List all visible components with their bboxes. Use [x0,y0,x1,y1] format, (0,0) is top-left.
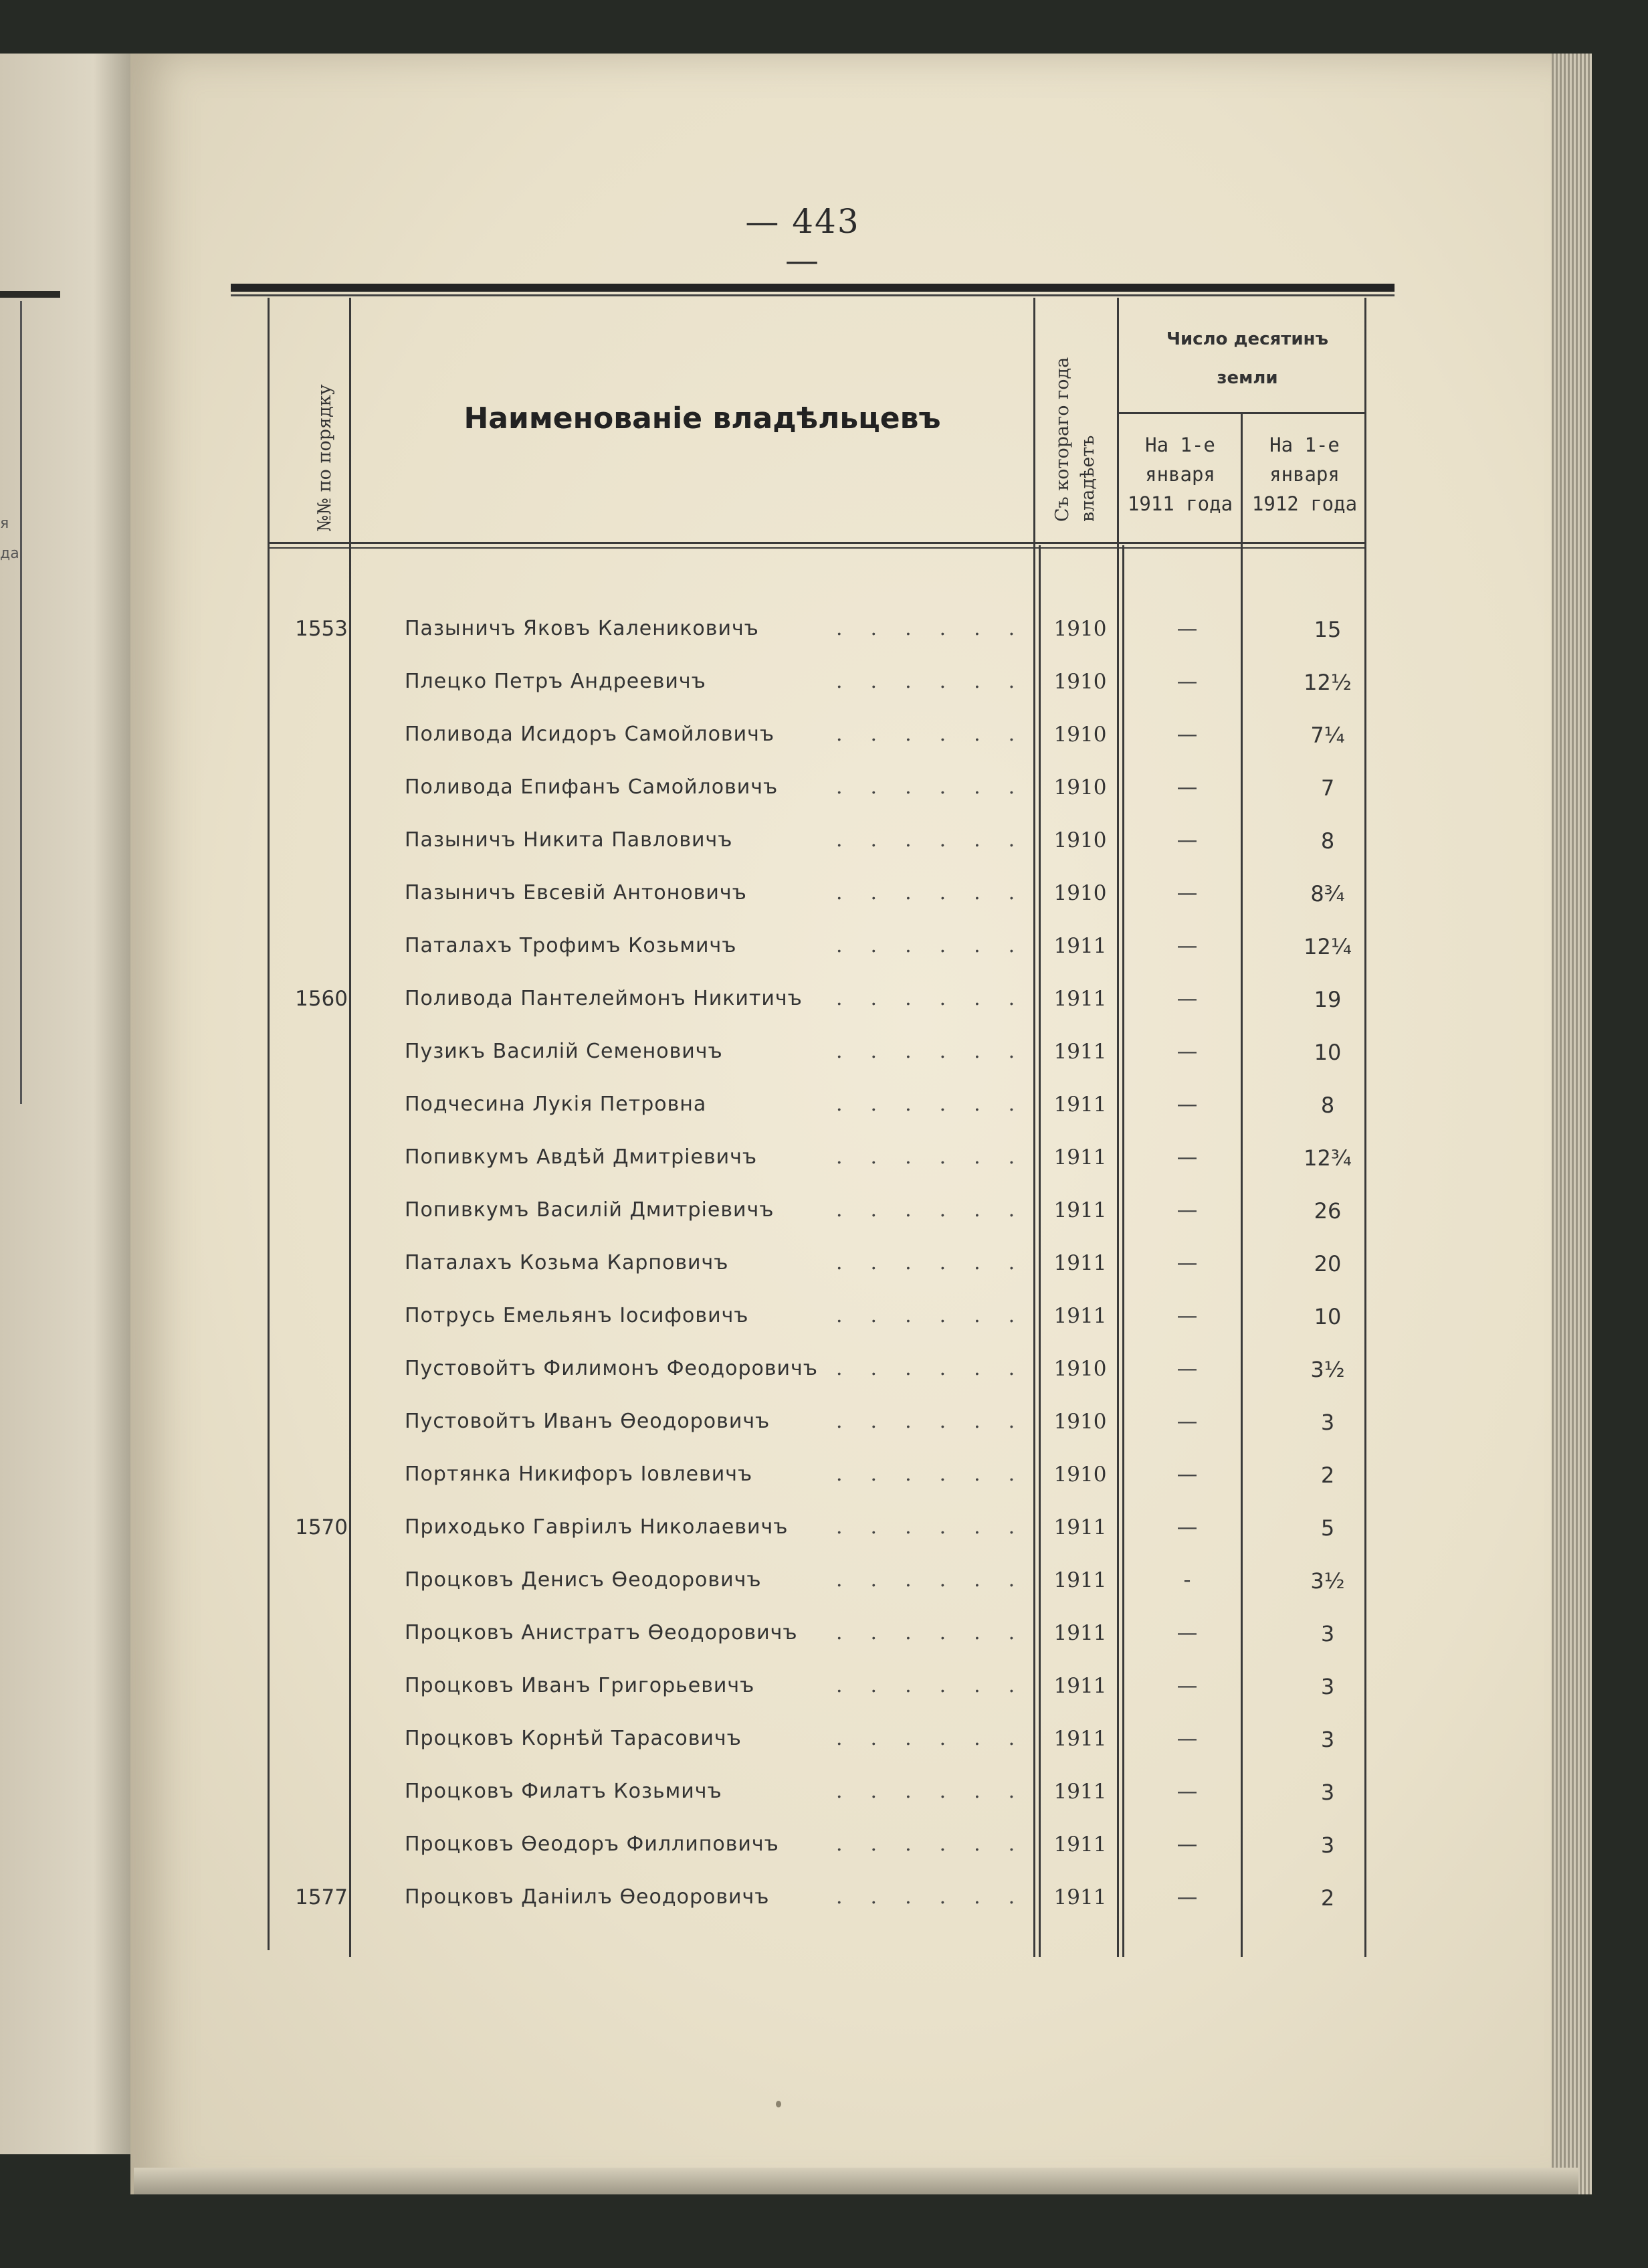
owner-name: Плецко Петръ Андреевичъ [405,670,706,693]
land-1912: 12½ [1304,670,1352,695]
land-1911: — [1176,1357,1198,1381]
leader-dots: ...... [836,1462,1043,1486]
owner-name: Процковъ Корнѣй Тарасовичъ [405,1727,742,1750]
leader-dots: ...... [836,1251,1043,1274]
leader-dots: ...... [836,934,1043,957]
leader-dots: ...... [836,881,1043,905]
land-1911: — [1176,775,1198,799]
header-1912-line: На 1-е [1269,434,1340,456]
table-row [0,617,1648,669]
owner-name: Поливода Исидоръ Самойловичъ [405,723,775,746]
land-1912: 3 [1320,1674,1335,1699]
table-row [0,1410,1648,1462]
header-year-col [1050,357,1101,522]
leader-dots: ...... [836,1357,1043,1380]
land-1911: — [1176,1462,1198,1487]
owner-name: Пустовойтъ Иванъ Ѳеодоровичъ [405,1410,770,1433]
header-1911-line: На 1-е [1145,434,1215,456]
owned-since-year: 1911 [1053,1251,1107,1275]
table-row [0,1251,1648,1303]
land-1912: 8¾ [1310,881,1345,907]
owner-name: Паталахъ Трофимъ Козьмичъ [405,934,737,957]
land-1912: 7 [1320,775,1335,801]
owned-since-year: 1911 [1053,934,1107,958]
table-row [0,1727,1648,1779]
land-1912: 12¾ [1304,1145,1352,1171]
land-1911: — [1176,1515,1198,1539]
leader-dots: ...... [836,670,1043,693]
owner-name: Процковъ Денисъ Ѳеодоровичъ [405,1568,762,1592]
land-1912: 3 [1320,1621,1335,1646]
table-row [0,775,1648,828]
table-top-rule-thin [231,294,1395,296]
owned-since-year: 1910 [1053,1357,1107,1381]
owner-name: Процковъ Анистратъ Ѳеодоровичъ [405,1621,798,1644]
owned-since-year: 1910 [1053,1462,1107,1487]
table-row [0,1885,1648,1938]
owner-name: Подчесина Лукія Петровна [405,1093,707,1116]
land-1911: — [1176,1780,1198,1804]
leader-dots: ...... [836,1780,1043,1803]
header-1911-col [1118,430,1242,518]
owner-name: Пузикъ Василій Семеновичъ [405,1040,723,1063]
header-bottom-rule-thin [268,547,1366,549]
land-1911: — [1176,617,1198,641]
table-row [0,1357,1648,1409]
leader-dots: ...... [836,1198,1043,1222]
table-row [0,1093,1648,1145]
leader-dots: ...... [836,1040,1043,1063]
owner-name: Паталахъ Козьма Карповичъ [405,1251,729,1274]
land-1911: — [1176,987,1198,1011]
land-1911: — [1176,1832,1198,1857]
table-row [0,1040,1648,1092]
owner-name: Пазыничъ Евсевій Антоновичъ [405,881,747,905]
table-row [0,1621,1648,1673]
table-row [0,1145,1648,1198]
header-bottom-rule [268,542,1366,544]
land-1912: 8 [1320,1093,1335,1118]
owned-since-year: 1910 [1053,1410,1107,1434]
row-number: 1570 [295,1515,348,1539]
header-name-col: Наименованіе владѣльцевъ [463,401,941,436]
owner-name: Попивкумъ Василій Дмитріевичъ [405,1198,775,1222]
leader-dots: ...... [836,1568,1043,1592]
land-1912: 12¼ [1304,934,1352,959]
leader-dots: ...... [836,828,1043,852]
owned-since-year: 1911 [1053,1568,1107,1592]
left-page-rule [0,291,60,298]
owned-since-year: 1911 [1053,987,1107,1011]
table-row [0,934,1648,986]
land-1911: — [1176,1040,1198,1064]
table-row [0,1462,1648,1515]
owner-name: Процковъ Филатъ Козьмичъ [405,1780,722,1803]
leader-dots: ...... [836,775,1043,799]
land-1911: — [1176,1304,1198,1328]
leader-dots: ...... [836,1621,1043,1644]
leader-dots: ...... [836,987,1043,1010]
table-row [0,1568,1648,1620]
owned-since-year: 1911 [1053,1780,1107,1804]
land-1912: 10 [1314,1304,1342,1329]
table-row [0,1780,1648,1832]
leader-dots: ...... [836,1832,1043,1856]
owner-name: Процковъ Даніилъ Ѳеодоровичъ [405,1885,770,1909]
table-row [0,1674,1648,1726]
leader-dots: ...... [836,1727,1043,1750]
table-row [0,670,1648,722]
owner-name: Пустовойтъ Филимонъ Феодоровичъ [405,1357,818,1380]
header-land-line1: Число десятинъ [1166,329,1329,349]
land-1911: — [1176,1251,1198,1275]
owned-since-year: 1911 [1053,1198,1107,1222]
owned-since-year: 1911 [1053,1674,1107,1698]
owner-name: Пазыничъ Никита Павловичъ [405,828,733,852]
header-land-col [1124,320,1371,397]
land-1912: 2 [1320,1885,1335,1911]
owner-name: Попивкумъ Авдѣй Дмитріевичъ [405,1145,758,1169]
header-1911-line: января [1145,463,1215,486]
leader-dots: ...... [836,1145,1043,1169]
paper-speck [776,2101,781,2107]
left-page-fragment: да [0,545,19,562]
table-row [0,1515,1648,1568]
land-1911: — [1176,881,1198,905]
owned-since-year: 1910 [1053,723,1107,747]
row-number: 1553 [295,617,348,641]
owner-name: Поливода Епифанъ Самойловичъ [405,775,779,799]
land-1911: — [1176,1145,1198,1169]
row-number: 1560 [295,987,348,1011]
left-page-fragment: я [0,515,9,532]
table-row [0,1198,1648,1250]
land-1912: 26 [1314,1198,1342,1224]
land-1911: — [1176,670,1198,694]
header-1912-line: 1912 года [1251,492,1358,515]
land-header-rule [1117,412,1366,414]
land-1912: 20 [1314,1251,1342,1277]
land-1911: — [1176,1198,1198,1222]
land-1912: 8 [1320,828,1335,854]
owner-name: Процковъ Ѳеодоръ Филлиповичъ [405,1832,779,1856]
table-row [0,1304,1648,1356]
land-1911: — [1176,1727,1198,1751]
land-1911: — [1176,723,1198,747]
land-1911: — [1176,1885,1198,1909]
owner-name: Пазыничъ Яковъ Калениковичъ [405,617,759,640]
owner-name: Процковъ Иванъ Григорьевичъ [405,1674,755,1697]
owner-name: Поливода Пантелеймонъ Никитичъ [405,987,803,1010]
land-1911: — [1176,1410,1198,1434]
land-1911: — [1176,828,1198,852]
land-1912: 19 [1314,987,1342,1012]
owned-since-year: 1911 [1053,1040,1107,1064]
header-1912-col [1243,430,1366,518]
header-1912-line: января [1269,463,1340,486]
land-1912: 3 [1320,1727,1335,1752]
land-1912: 3 [1320,1410,1335,1435]
page-number: — 443 — [745,202,860,280]
header-land-line2: земли [1217,368,1278,388]
table-top-rule [231,284,1395,292]
header-number-col: №№ по порядку [314,384,335,532]
leader-dots: ...... [836,1410,1043,1433]
land-1912: 10 [1314,1040,1342,1065]
land-1912: 3 [1320,1832,1335,1858]
owned-since-year: 1911 [1053,1515,1107,1539]
land-1911: — [1176,1093,1198,1117]
owned-since-year: 1911 [1053,1621,1107,1645]
land-1912: 7¼ [1310,723,1345,748]
owner-name: Портянка Никифоръ Іовлевичъ [405,1462,753,1486]
leader-dots: ...... [836,1093,1043,1116]
leader-dots: ...... [836,1674,1043,1697]
land-1911: — [1176,934,1198,958]
leader-dots: ...... [836,1515,1043,1539]
owner-name: Потрусь Емельянъ Іосифовичъ [405,1304,749,1327]
row-number: 1577 [295,1885,348,1909]
page-bottom-edge [134,2168,1578,2194]
table-row [0,828,1648,880]
owned-since-year: 1911 [1053,1093,1107,1117]
header-year-line1: Съ котораго года [1052,357,1073,522]
land-1912: 5 [1320,1515,1335,1541]
leader-dots: ...... [836,1304,1043,1327]
table-row [0,987,1648,1039]
owned-since-year: 1911 [1053,1832,1107,1857]
table-row [0,1832,1648,1885]
land-1911: — [1176,1621,1198,1645]
leader-dots: ...... [836,1885,1043,1909]
owned-since-year: 1910 [1053,617,1107,641]
owned-since-year: 1910 [1053,670,1107,694]
land-1912: 15 [1314,617,1342,642]
leader-dots: ...... [836,723,1043,746]
table-row [0,723,1648,775]
owned-since-year: 1911 [1053,1304,1107,1328]
leader-dots: ...... [836,617,1043,640]
land-1912: 3½ [1310,1357,1345,1382]
owned-since-year: 1910 [1053,775,1107,799]
owned-since-year: 1910 [1053,881,1107,905]
land-1912: 3½ [1310,1568,1345,1594]
table-row [0,881,1648,933]
land-1912: 3 [1320,1780,1335,1805]
owned-since-year: 1911 [1053,1885,1107,1909]
owner-name: Приходько Гавріилъ Николаевичъ [405,1515,789,1539]
owned-since-year: 1910 [1053,828,1107,852]
owned-since-year: 1911 [1053,1145,1107,1169]
land-1911: - [1183,1568,1191,1592]
header-1911-line: 1911 года [1127,492,1233,515]
land-1912: 2 [1320,1462,1335,1488]
owned-since-year: 1911 [1053,1727,1107,1751]
header-year-line2: владѣетъ [1077,435,1098,522]
land-1911: — [1176,1674,1198,1698]
